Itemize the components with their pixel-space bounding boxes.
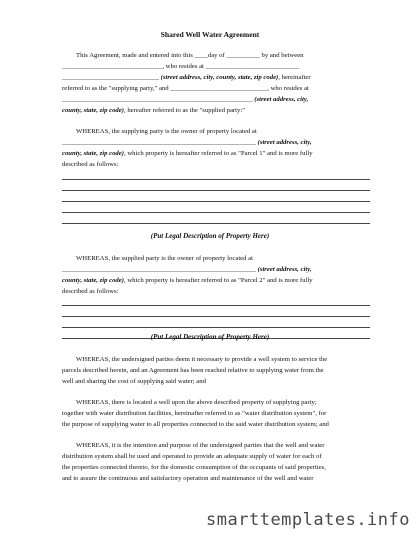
p6-line-2: distribution system shall be used and operated to provide an adequate supply of water for each of bbox=[62, 453, 322, 460]
p2-line-1: WHEREAS, the supplying party is the owner of property located at bbox=[76, 128, 257, 135]
p1-line-6: county, state, zip code), hereafter referred to as the "supplied party:" bbox=[62, 107, 245, 114]
watermark: smarttemplates.info bbox=[206, 510, 410, 530]
legal-rule-8 bbox=[62, 327, 370, 328]
address-hint: (street address, city, bbox=[257, 139, 312, 146]
p2-line-2: __________________________________________________________ (street address, city, bbox=[62, 139, 312, 146]
p2-line-4: described as follows: bbox=[62, 161, 119, 168]
address-hint: (street address, city, bbox=[254, 96, 309, 103]
p3-line-1: WHEREAS, the supplied party is the owner of property located at bbox=[76, 255, 253, 262]
p1-line-2: ______________________________, who resides at ____________________________ bbox=[62, 63, 300, 70]
p1-line-3: _____________________________ (street address, city, county, state, zip code), hereinafter bbox=[62, 74, 311, 81]
p4-line-1: WHEREAS, the undersigned parties deem it necessary to provide a well system to service the bbox=[76, 356, 328, 363]
p3-line-4: described as follows: bbox=[62, 288, 119, 295]
legal-rule-3 bbox=[62, 201, 370, 202]
address-hint: county, state, zip code) bbox=[62, 150, 124, 157]
p3-line-2: __________________________________________________________ (street address, city, bbox=[62, 266, 312, 273]
legal-rule-2 bbox=[62, 190, 370, 191]
p1-line-1: This Agreement, made and entered into this ____day of __________ by and between bbox=[76, 52, 304, 59]
p4-line-3: well and sharing the cost of supplying said water; and bbox=[62, 378, 206, 385]
legal-rule-7 bbox=[62, 316, 370, 317]
p6-line-1: WHEREAS, it is the intention and purpose of the undersigned parties that the well and water bbox=[76, 442, 325, 449]
p6-line-4: and to assure the continuous and satisfactory operation and maintenance of the well and water bbox=[62, 475, 314, 482]
address-hint: county, state, zip code) bbox=[62, 107, 124, 114]
p1-line-4: referred to as the "supplying party," and _____________________________, who resides at bbox=[62, 85, 309, 92]
p5-line-3: the purpose of supplying water to all properties connected to the said water distribution system; and bbox=[62, 421, 329, 428]
legal-rule-1 bbox=[62, 179, 370, 180]
p1-line-5: _________________________________________________________ (street address, city, bbox=[62, 96, 309, 103]
p3-line-3: county, state, zip code), which property is hereafter referred to as "Parcel 2" and is more fully bbox=[62, 277, 313, 284]
p4-line-2: parcels described herein, and an Agreement has been reached relative to supplying water from the bbox=[62, 367, 324, 374]
p2-line-3: county, state, zip code), which property is hereafter referred to as "Parcel 1" and is more fully bbox=[62, 150, 313, 157]
legal-description-placeholder-2: (Put Legal Description of Property Here) bbox=[150, 333, 270, 341]
legal-description-placeholder-1: (Put Legal Description of Property Here) bbox=[150, 232, 270, 240]
p6-line-3: the properties connected thereto, for the domestic consumption of the occupants of said properties, bbox=[62, 464, 326, 471]
p5-line-2: together with water distribution facilities, hereinafter referred to as "water distribution system", for bbox=[62, 410, 327, 417]
address-hint: (street address, city, bbox=[257, 266, 312, 273]
legal-rule-5 bbox=[62, 223, 370, 224]
address-hint: county, state, zip code) bbox=[62, 277, 124, 284]
address-hint: (street address, city, county, state, zip code) bbox=[160, 74, 279, 81]
document-title: Shared Well Water Agreement bbox=[160, 30, 260, 39]
p5-line-1: WHEREAS, there is located a well upon the above described property of supplying party; bbox=[76, 399, 317, 406]
legal-rule-4 bbox=[62, 212, 370, 213]
legal-rule-6 bbox=[62, 305, 370, 306]
